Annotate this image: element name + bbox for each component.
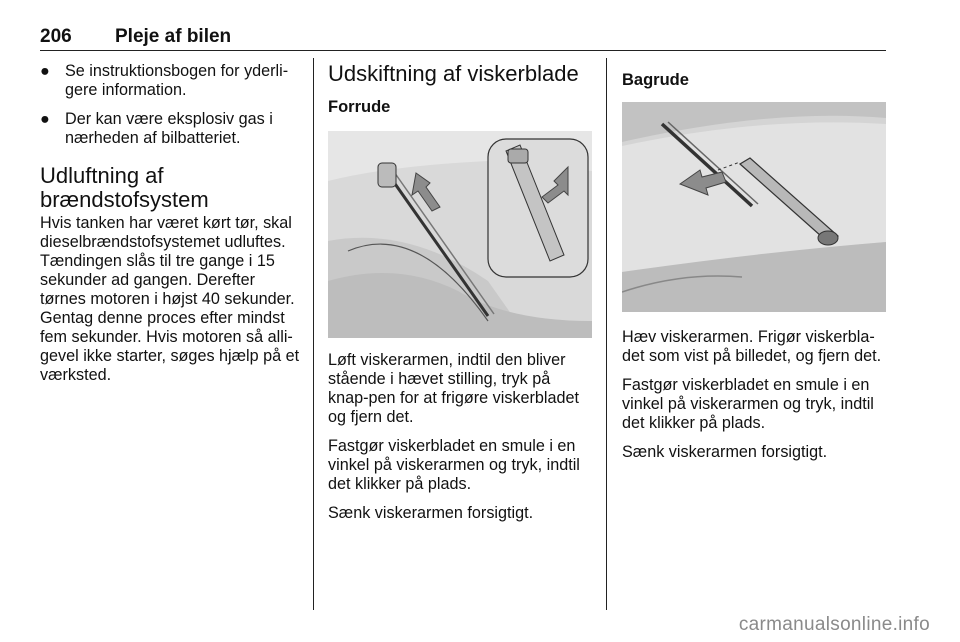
paragraph: Løft viskerarmen, indtil den bliver stående i hævet stilling, tryk på knap-pen for at frigøre viskerbladet og fjern det. <box>328 351 580 426</box>
page-number: 206 <box>40 26 72 47</box>
bullet-text: Se instruktionsbogen for yderli-gere information. <box>65 62 289 99</box>
page-header <box>40 26 886 52</box>
paragraph: Sænk viskerarmen forsigtigt. <box>622 443 828 461</box>
windshield-wiper-illustration <box>328 131 592 338</box>
list-item <box>40 110 302 148</box>
bullet-text: Der kan være eksplosiv gas i nærheden af bilbatteriet. <box>65 110 273 147</box>
paragraph: Sænk viskerarmen forsigtigt. <box>328 504 534 522</box>
subheading-windshield: Forrude <box>328 98 391 116</box>
column-divider-right <box>606 58 607 610</box>
paragraph: Hæv viskerarmen. Frigør viskerbla-det som vist på billedet, og fjern det. <box>622 328 882 365</box>
section-heading <box>40 164 302 212</box>
column-right <box>622 62 886 472</box>
header-rule <box>40 50 886 51</box>
column-divider-left <box>313 58 314 610</box>
column-middle <box>328 62 592 533</box>
list-item <box>40 62 302 100</box>
bullet-icon: ● <box>40 62 50 80</box>
bullet-list <box>40 62 302 148</box>
section-heading-line1: Udluftning af <box>40 163 164 188</box>
bullet-icon: ● <box>40 110 50 128</box>
running-title: Pleje af bilen <box>115 26 232 47</box>
watermark: carmanualsonline.info <box>738 614 930 635</box>
rear-wiper-illustration <box>622 102 886 312</box>
section-body: Hvis tanken har været kørt tør, skal dieselbrændstofsystemet udluftes. Tændingen slås til tre gange i 15 sekunder ad gangen. Derefter tørnes motoren i højst 40 sekunder. Gentag denne proces efter mindst fem sekunder. Hvis motoren så alli-gevel ikke starter, søges hjælp på et værksted. <box>40 214 300 384</box>
paragraph: Fastgør viskerbladet en smule i en vinkel på viskerarmen og tryk, indtil det klikker på plads. <box>328 437 580 493</box>
section-heading: Udskiftning af viskerblade <box>328 61 579 86</box>
subheading-rear-window: Bagrude <box>622 71 689 89</box>
paragraph: Fastgør viskerbladet en smule i en vinkel på viskerarmen og tryk, indtil det klikker på plads. <box>622 376 874 432</box>
column-left <box>40 62 302 395</box>
section-heading-line2: brændstofsystem <box>40 187 209 212</box>
